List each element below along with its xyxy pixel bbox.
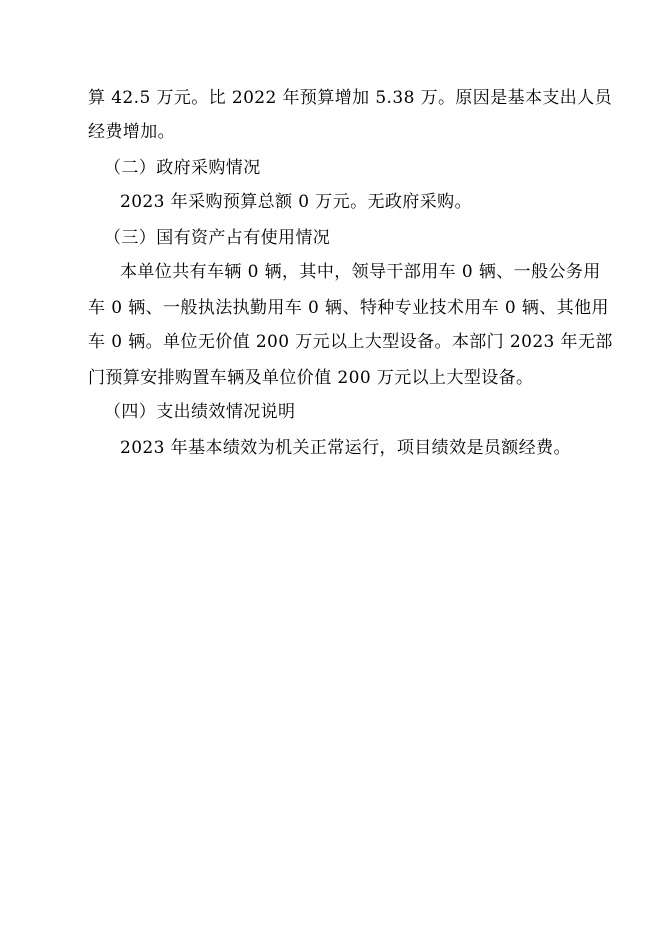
paragraph-line-budget-reason: 经费增加。 [88,122,175,142]
section-heading-government-procurement: （二）政府采购情况 [104,158,261,178]
paragraph-line-vehicles-1: 本单位共有车辆 0 辆，其中，领导干部用车 0 辆、一般公务用 [120,262,601,282]
paragraph-line-performance: 2023 年基本绩效为机关正常运行，项目绩效是员额经费。 [120,438,571,458]
paragraph-line-vehicles-2: 车 0 辆、一般执法执勤用车 0 辆、特种专业技术用车 0 辆、其他用 [88,298,609,318]
paragraph-line-vehicles-4: 门预算安排购置车辆及单位价值 200 万元以上大型设备。 [88,368,534,388]
paragraph-line-procurement-budget: 2023 年采购预算总额 0 万元。无政府采购。 [120,192,472,212]
section-heading-performance: （四）支出绩效情况说明 [104,402,296,422]
paragraph-line-budget-increase: 算 42.5 万元。比 2022 年预算增加 5.38 万。原因是基本支出人员 [88,88,612,108]
section-heading-state-assets: （三）国有资产占有使用情况 [104,228,331,248]
paragraph-line-vehicles-3: 车 0 辆。单位无价值 200 万元以上大型设备。本部门 2023 年无部 [88,332,613,352]
